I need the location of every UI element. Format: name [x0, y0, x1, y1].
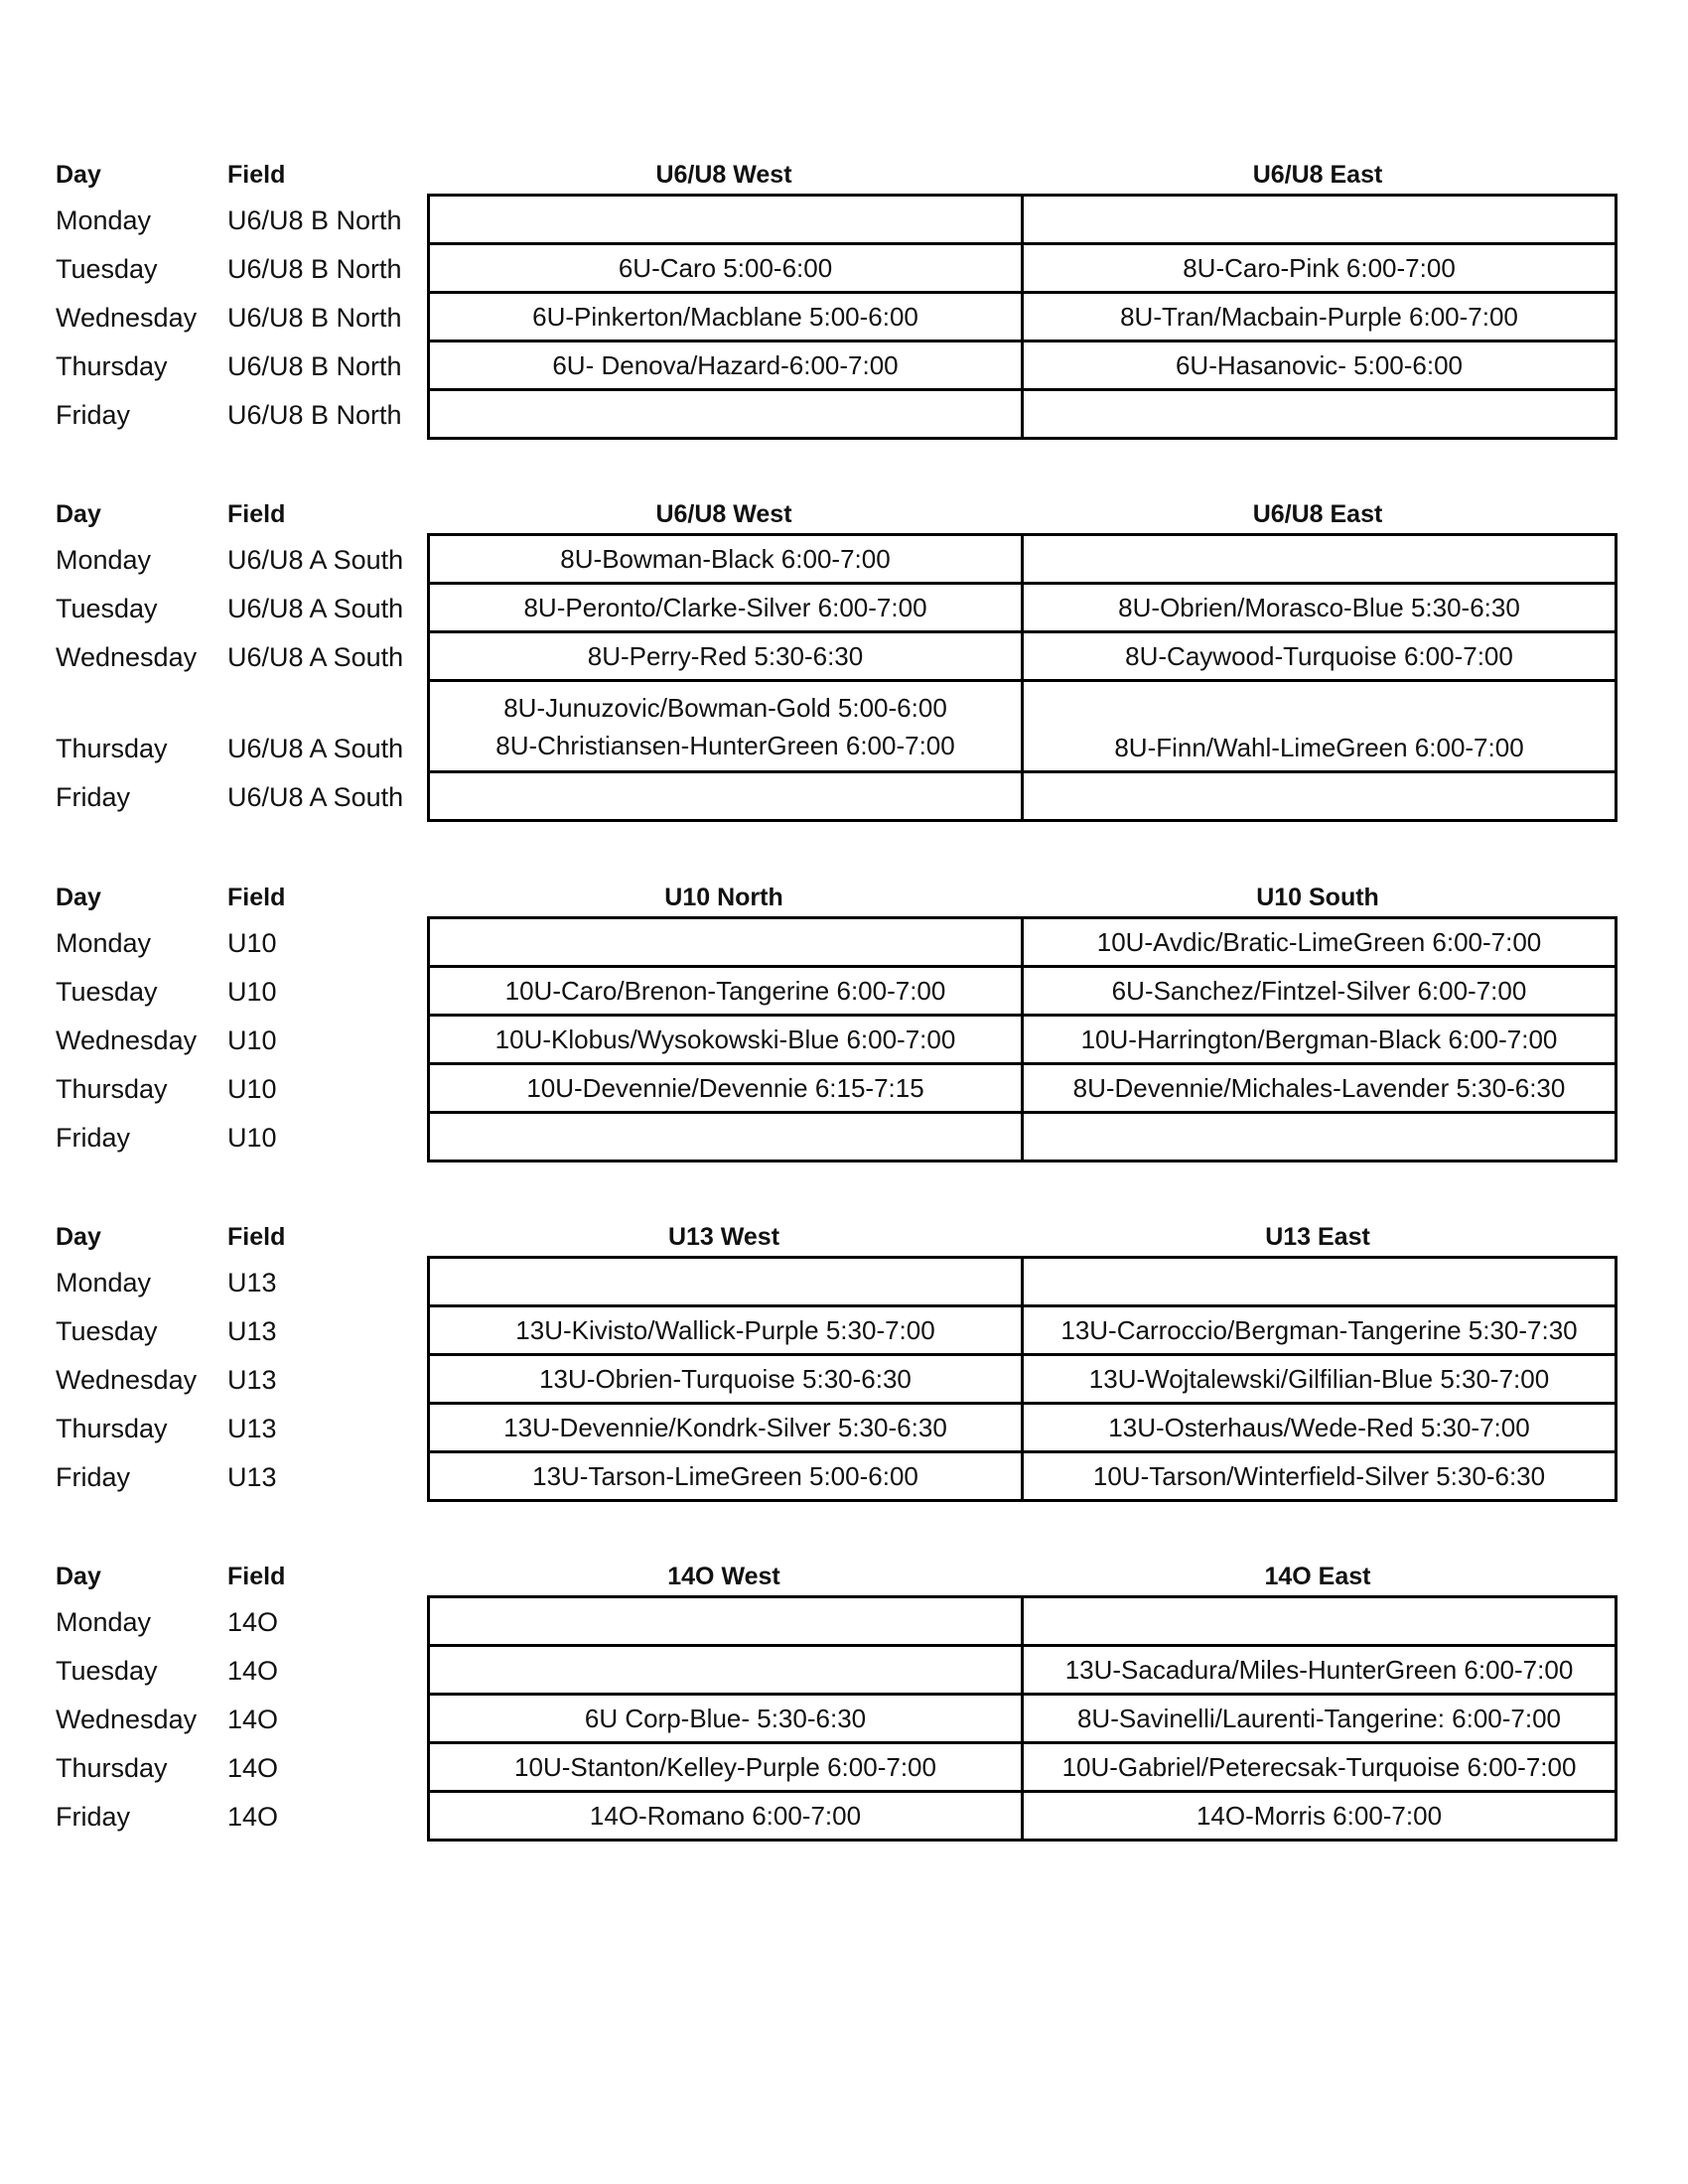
field-label: 14O: [227, 1656, 279, 1686]
field-column-header: Field: [227, 161, 286, 189]
schedule-row: [429, 1016, 1617, 1064]
day-label: Tuesday: [56, 254, 158, 284]
day-label: Friday: [56, 400, 131, 430]
field-column-header: Field: [227, 1563, 286, 1590]
day-label: Thursday: [56, 351, 168, 381]
field-column-header: Field: [227, 884, 286, 911]
east-slot-cell: 13U-Sacadura/Miles-HunterGreen 6:00-7:00: [1023, 1646, 1617, 1695]
slot-line: 8U-Christiansen-HunterGreen 6:00-7:00: [495, 730, 955, 760]
day-label: Monday: [56, 545, 152, 575]
field-label: U13: [227, 1462, 277, 1492]
west-slot-cell: 13U-Tarson-LimeGreen 5:00-6:00: [429, 1452, 1023, 1501]
west-slot-cell: 13U-Devennie/Kondrk-Silver 5:30-6:30: [429, 1404, 1023, 1452]
schedule-row: [429, 293, 1617, 341]
west-slot-cell: 13U-Kivisto/Wallick-Purple 5:30-7:00: [429, 1306, 1023, 1355]
west-field-header: U6/U8 West: [655, 161, 792, 189]
day-label: Friday: [56, 1462, 131, 1492]
day-label: Wednesday: [56, 1365, 198, 1395]
south-slot-cell: [1023, 1113, 1617, 1161]
north-slot-cell: [429, 1113, 1023, 1161]
west-slot-cell: [429, 390, 1023, 439]
schedule-row: [429, 1743, 1617, 1792]
east-slot-cell: 13U-Carroccio/Bergman-Tangerine 5:30-7:30: [1023, 1306, 1617, 1355]
schedule-row: [429, 632, 1617, 681]
field-label: U6/U8 A South: [227, 782, 404, 812]
north-slot-cell: 10U-Caro/Brenon-Tangerine 6:00-7:00: [429, 967, 1023, 1016]
day-label: Wednesday: [56, 1705, 198, 1734]
day-label: Monday: [56, 928, 152, 958]
field-label: U6/U8 A South: [227, 545, 404, 575]
east-field-header: U6/U8 East: [1252, 500, 1383, 528]
field-label: U6/U8 A South: [227, 734, 404, 763]
field-label: U10: [227, 928, 277, 958]
west-slot-cell: [429, 772, 1023, 821]
schedule-row: [429, 1646, 1617, 1695]
day-label: Monday: [56, 1268, 152, 1297]
field-column-header: Field: [227, 1223, 286, 1251]
west-slot-cell: 6U-Pinkerton/Macblane 5:00-6:00: [429, 293, 1023, 341]
schedule-row: [429, 341, 1617, 390]
schedule-row: [429, 772, 1617, 821]
schedule-row: [429, 584, 1617, 632]
west-slot-cell: [429, 1258, 1023, 1306]
field-label: 14O: [227, 1607, 279, 1637]
field-label: U13: [227, 1316, 277, 1346]
field-label: U6/U8 A South: [227, 594, 404, 623]
west-slot-cell: 10U-Stanton/Kelley-Purple 6:00-7:00: [429, 1743, 1023, 1792]
west-slot-cell: 8U-Perry-Red 5:30-6:30: [429, 632, 1023, 681]
south-slot-cell: 8U-Devennie/Michales-Lavender 5:30-6:30: [1023, 1064, 1617, 1113]
field-label: 14O: [227, 1705, 279, 1734]
north-field-header: U10 North: [664, 884, 783, 911]
day-label: Wednesday: [56, 1025, 198, 1055]
day-label: Friday: [56, 1802, 131, 1832]
schedule-row: [429, 535, 1617, 584]
west-slot-cell: [429, 1597, 1023, 1646]
field-label: U6/U8 A South: [227, 642, 404, 672]
schedule-row: [429, 918, 1617, 967]
south-slot-cell: 10U-Harrington/Bergman-Black 6:00-7:00: [1023, 1016, 1617, 1064]
day-column-header: Day: [56, 500, 101, 528]
day-label: Wednesday: [56, 303, 198, 333]
schedule-row: [429, 244, 1617, 293]
schedule-grid: [427, 194, 1618, 440]
field-label: 14O: [227, 1753, 279, 1783]
section-header-row: [0, 1556, 1688, 1595]
field-label: U13: [227, 1414, 277, 1443]
field-label: U13: [227, 1268, 277, 1297]
east-slot-cell: [1023, 390, 1617, 439]
east-slot-cell: 8U-Caro-Pink 6:00-7:00: [1023, 244, 1617, 293]
schedule-row: [429, 1597, 1617, 1646]
east-slot-cell: 10U-Tarson/Winterfield-Silver 5:30-6:30: [1023, 1452, 1617, 1501]
east-slot-cell: 8U-Savinelli/Laurenti-Tangerine: 6:00-7:00: [1023, 1695, 1617, 1743]
west-slot-cell: 13U-Obrien-Turquoise 5:30-6:30: [429, 1355, 1023, 1404]
field-label: U6/U8 B North: [227, 400, 402, 430]
schedule-grid: [427, 1256, 1618, 1502]
field-label: U10: [227, 1123, 277, 1153]
west-slot-cell: 6U Corp-Blue- 5:30-6:30: [429, 1695, 1023, 1743]
day-label: Monday: [56, 205, 152, 235]
day-column-header: Day: [56, 161, 101, 189]
east-slot-cell: 10U-Gabriel/Peterecsak-Turquoise 6:00-7:00: [1023, 1743, 1617, 1792]
field-label: U10: [227, 1074, 277, 1104]
schedule-grid: [427, 916, 1618, 1162]
east-slot-cell: [1023, 535, 1617, 584]
day-label: Thursday: [56, 1074, 168, 1104]
day-column-header: Day: [56, 1563, 101, 1590]
schedule-row: [429, 1355, 1617, 1404]
west-slot-cell: 8U-Peronto/Clarke-Silver 6:00-7:00: [429, 584, 1023, 632]
schedule-row: [429, 1695, 1617, 1743]
day-label: Wednesday: [56, 642, 198, 672]
day-column-header: Day: [56, 1223, 101, 1251]
day-column-header: Day: [56, 884, 101, 911]
west-field-header: U6/U8 West: [655, 500, 792, 528]
schedule-row: [429, 1452, 1617, 1501]
section-header-row: [0, 154, 1688, 194]
east-slot-cell: 8U-Obrien/Morasco-Blue 5:30-6:30: [1023, 584, 1617, 632]
schedule-grid: [427, 533, 1618, 822]
east-slot-cell: [1023, 772, 1617, 821]
field-label: U13: [227, 1365, 277, 1395]
field-label: U10: [227, 977, 277, 1007]
west-slot-cell: 6U-Caro 5:00-6:00: [429, 244, 1023, 293]
north-slot-cell: 10U-Klobus/Wysokowski-Blue 6:00-7:00: [429, 1016, 1023, 1064]
east-field-header: 14O East: [1264, 1563, 1371, 1590]
schedule-row: [429, 967, 1617, 1016]
east-slot-cell: 8U-Caywood-Turquoise 6:00-7:00: [1023, 632, 1617, 681]
field-label: U6/U8 B North: [227, 303, 402, 333]
field-label: U6/U8 B North: [227, 351, 402, 381]
field-label: 14O: [227, 1802, 279, 1832]
day-label: Friday: [56, 1123, 131, 1153]
section-header-row: [0, 877, 1688, 916]
section-header-row: [0, 1216, 1688, 1256]
schedule-row: [429, 1792, 1617, 1841]
north-slot-cell: 10U-Devennie/Devennie 6:15-7:15: [429, 1064, 1023, 1113]
day-label: Thursday: [56, 1753, 168, 1783]
west-slot-cell: [429, 1646, 1023, 1695]
east-slot-cell: 13U-Osterhaus/Wede-Red 5:30-7:00: [1023, 1404, 1617, 1452]
schedule-row: [429, 1113, 1617, 1161]
east-slot-cell: 13U-Wojtalewski/Gilfilian-Blue 5:30-7:00: [1023, 1355, 1617, 1404]
west-slot-cell: 6U- Denova/Hazard-6:00-7:00: [429, 341, 1023, 390]
day-label: Monday: [56, 1607, 152, 1637]
south-slot-cell: 10U-Avdic/Bratic-LimeGreen 6:00-7:00: [1023, 918, 1617, 967]
east-slot-cell: [1023, 196, 1617, 244]
east-slot-cell: [1023, 1597, 1617, 1646]
schedule-row: [429, 1404, 1617, 1452]
day-label: Thursday: [56, 1414, 168, 1443]
field-label: U10: [227, 1025, 277, 1055]
south-field-header: U10 South: [1256, 884, 1379, 911]
south-slot-cell: 6U-Sanchez/Fintzel-Silver 6:00-7:00: [1023, 967, 1617, 1016]
slot-line: 8U-Junuzovic/Bowman-Gold 5:00-6:00: [503, 692, 947, 723]
day-label: Tuesday: [56, 1656, 158, 1686]
west-slot-cell: [429, 681, 1023, 772]
east-slot-cell: 6U-Hasanovic- 5:00-6:00: [1023, 341, 1617, 390]
west-slot-cell: 14O-Romano 6:00-7:00: [429, 1792, 1023, 1841]
west-field-header: U13 West: [667, 1223, 780, 1251]
day-label: Tuesday: [56, 594, 158, 623]
schedule-row: [429, 1306, 1617, 1355]
schedule-row: [429, 390, 1617, 439]
schedule-grid: [427, 1595, 1618, 1842]
east-field-header: U13 East: [1265, 1223, 1370, 1251]
field-column-header: Field: [227, 500, 286, 528]
east-slot-cell: 8U-Tran/Macbain-Purple 6:00-7:00: [1023, 293, 1617, 341]
schedule-row: [429, 196, 1617, 244]
schedule-row: [429, 681, 1617, 772]
west-field-header: 14O West: [667, 1563, 780, 1590]
east-slot-cell: [1023, 1258, 1617, 1306]
day-label: Friday: [56, 782, 131, 812]
section-header-row: [0, 493, 1688, 533]
schedule-row: [429, 1064, 1617, 1113]
field-label: U6/U8 B North: [227, 205, 402, 235]
day-label: Thursday: [56, 734, 168, 763]
schedule-row: [429, 1258, 1617, 1306]
day-label: Tuesday: [56, 1316, 158, 1346]
day-label: Tuesday: [56, 977, 158, 1007]
east-slot-cell: 8U-Finn/Wahl-LimeGreen 6:00-7:00: [1023, 681, 1617, 772]
east-slot-cell: 14O-Morris 6:00-7:00: [1023, 1792, 1617, 1841]
east-field-header: U6/U8 East: [1252, 161, 1383, 189]
field-label: U6/U8 B North: [227, 254, 402, 284]
north-slot-cell: [429, 918, 1023, 967]
west-slot-cell: [429, 196, 1023, 244]
west-slot-cell: 8U-Bowman-Black 6:00-7:00: [429, 535, 1023, 584]
